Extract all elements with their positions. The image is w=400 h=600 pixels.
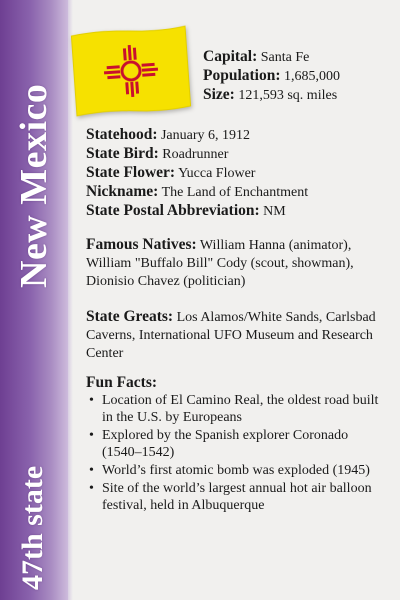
state-name: New Mexico bbox=[13, 83, 55, 288]
state-symbols bbox=[86, 126, 390, 221]
fun-facts-heading: Fun Facts: bbox=[86, 374, 158, 391]
nickname-label: Nickname: bbox=[86, 183, 159, 200]
list-item: • Explored by the Spanish explorer Coronado (1540–1542) bbox=[102, 427, 390, 461]
statehood-value: January 6, 1912 bbox=[160, 128, 251, 143]
greats-label: State Greats: bbox=[86, 308, 174, 325]
population-label: Population: bbox=[203, 67, 281, 84]
natives-value: William Hanna (animator), William "Buffalo Bill" Cody (scout, showman), Dionisio Chavez (politician) bbox=[86, 238, 354, 289]
statehood-row bbox=[86, 126, 390, 145]
bird-value: Roadrunner bbox=[162, 147, 229, 162]
zia-sun-flag-icon bbox=[69, 24, 193, 118]
list-item: • Site of the world’s largest annual hot air balloon festival, held in Albuquerque bbox=[102, 480, 390, 514]
capital-value: Santa Fe bbox=[260, 50, 310, 65]
natives-paragraph bbox=[86, 236, 390, 291]
postal-label: State Postal Abbreviation: bbox=[86, 202, 260, 219]
fun-facts-list bbox=[86, 392, 390, 514]
state-greats bbox=[86, 308, 390, 363]
flower-value: Yucca Flower bbox=[178, 166, 256, 181]
greats-value: Los Alamos/White Sands, Carlsbad Caverns, International UFO Museum and Research Center bbox=[86, 310, 376, 361]
capital-label: Capital: bbox=[203, 48, 258, 65]
flower-row bbox=[86, 164, 390, 183]
nickname-value: The Land of Enchantment bbox=[161, 185, 309, 200]
size-row bbox=[203, 86, 390, 105]
size-label: Size: bbox=[203, 86, 235, 103]
postal-value: NM bbox=[263, 204, 286, 219]
key-stats bbox=[203, 48, 390, 105]
fun-facts bbox=[86, 374, 390, 515]
greats-paragraph bbox=[86, 308, 390, 363]
state-order: 47th state bbox=[16, 465, 49, 590]
size-value: 121,593 sq. miles bbox=[238, 88, 338, 103]
bird-row bbox=[86, 145, 390, 164]
flower-label: State Flower: bbox=[86, 164, 176, 181]
list-item: • World’s first atomic bomb was exploded (1945) bbox=[102, 462, 390, 479]
capital-row bbox=[203, 48, 390, 67]
population-row bbox=[203, 67, 390, 86]
nickname-row bbox=[86, 183, 390, 202]
statehood-label: Statehood: bbox=[86, 126, 158, 143]
famous-natives bbox=[86, 236, 390, 291]
bird-label: State Bird: bbox=[86, 145, 159, 162]
population-value: 1,685,000 bbox=[284, 69, 341, 84]
postal-row bbox=[86, 202, 390, 221]
list-item: • Location of El Camino Real, the oldest road built in the U.S. by Europeans bbox=[102, 392, 390, 426]
natives-label: Famous Natives: bbox=[86, 236, 197, 253]
